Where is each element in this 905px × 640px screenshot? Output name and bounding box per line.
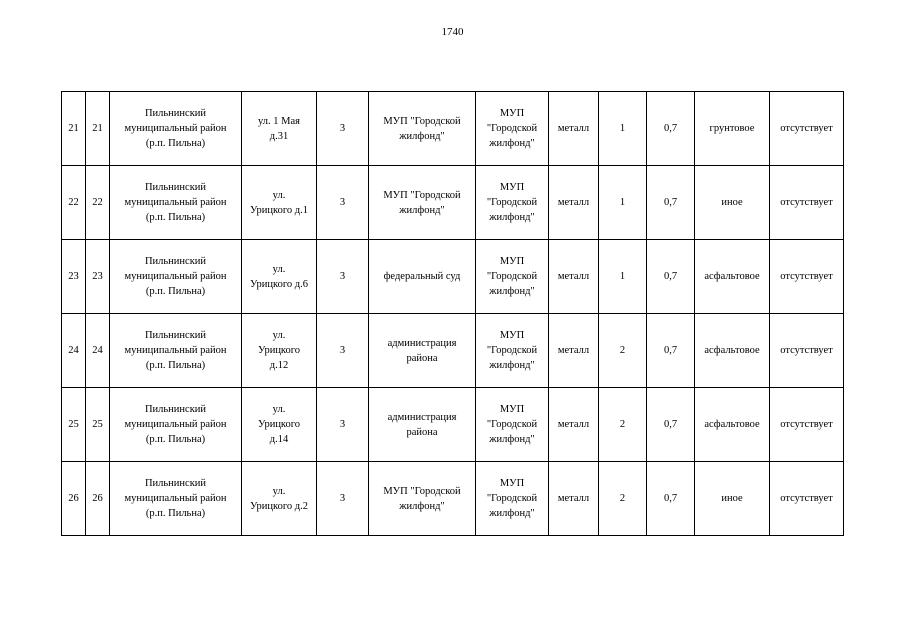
row-number-cell (86, 462, 110, 536)
table-row (62, 92, 844, 166)
row-number-cell (86, 92, 110, 166)
row-number-cell (86, 166, 110, 240)
row-number-cell (86, 240, 110, 314)
fence-cell (770, 92, 844, 166)
quantity-cell-text: 3 (339, 345, 346, 356)
quantity-cell-text: 3 (339, 123, 346, 134)
owner-cell-text: МУП "Городской жилфонд" (383, 189, 461, 216)
volume-cell (647, 314, 695, 388)
fence-cell-text: отсутствует (780, 345, 833, 356)
material-cell (549, 92, 599, 166)
district-cell (110, 240, 242, 314)
containers-cell-text: 2 (619, 493, 626, 504)
district-cell (110, 92, 242, 166)
containers-cell-text: 2 (619, 419, 626, 430)
material-cell-text: металл (557, 419, 590, 430)
fence-cell (770, 166, 844, 240)
surface-cell-text: асфальтовое (704, 271, 760, 282)
operator-cell (476, 314, 549, 388)
row-index-cell (62, 388, 86, 462)
containers-cell-text: 1 (619, 197, 626, 208)
containers-cell (599, 92, 647, 166)
address-cell (242, 240, 317, 314)
volume-cell (647, 240, 695, 314)
district-cell (110, 166, 242, 240)
row-index-cell-text: 21 (68, 123, 79, 134)
operator-cell (476, 240, 549, 314)
material-cell (549, 166, 599, 240)
quantity-cell-text: 3 (339, 419, 346, 430)
material-cell (549, 240, 599, 314)
containers-cell-text: 2 (619, 345, 626, 356)
row-number-cell-text: 24 (92, 345, 103, 356)
operator-cell-text: МУП "Городской жилфонд" (486, 478, 538, 519)
volume-cell-text: 0,7 (663, 419, 678, 430)
surface-cell-text: грунтовое (709, 123, 755, 134)
address-cell (242, 388, 317, 462)
owner-cell (369, 240, 476, 314)
containers-cell (599, 314, 647, 388)
surface-cell (695, 92, 770, 166)
operator-cell-text: МУП "Городской жилфонд" (486, 256, 538, 297)
district-cell-text: Пильнинский муниципальный район (р.п. Пильна) (124, 330, 227, 371)
volume-cell (647, 388, 695, 462)
row-number-cell-text: 23 (92, 271, 103, 282)
quantity-cell (317, 92, 369, 166)
surface-cell (695, 314, 770, 388)
row-index-cell (62, 240, 86, 314)
quantity-cell-text: 3 (339, 493, 346, 504)
owner-cell-text: МУП "Городской жилфонд" (383, 115, 461, 142)
district-cell-text: Пильнинский муниципальный район (р.п. Пильна) (124, 182, 227, 223)
owner-cell (369, 166, 476, 240)
material-cell (549, 314, 599, 388)
surface-cell-text: асфальтовое (704, 419, 760, 430)
owner-cell (369, 314, 476, 388)
fence-cell (770, 462, 844, 536)
quantity-cell (317, 388, 369, 462)
quantity-cell (317, 240, 369, 314)
table-row (62, 240, 844, 314)
surface-cell (695, 462, 770, 536)
owner-cell-text: администрация района (387, 411, 457, 438)
row-number-cell (86, 388, 110, 462)
district-cell-text: Пильнинский муниципальный район (р.п. Пильна) (124, 256, 227, 297)
address-cell-text: ул. 1 Мая д.31 (258, 115, 300, 142)
surface-cell (695, 166, 770, 240)
address-cell (242, 314, 317, 388)
operator-cell (476, 92, 549, 166)
fence-cell (770, 388, 844, 462)
operator-cell-text: МУП "Городской жилфонд" (486, 330, 538, 371)
volume-cell-text: 0,7 (663, 493, 678, 504)
quantity-cell-text: 3 (339, 271, 346, 282)
operator-cell-text: МУП "Городской жилфонд" (486, 404, 538, 445)
owner-cell-text: федеральный суд (383, 271, 461, 282)
containers-cell (599, 462, 647, 536)
material-cell (549, 388, 599, 462)
table-row (62, 314, 844, 388)
row-number-cell-text: 26 (92, 493, 103, 504)
fence-cell (770, 240, 844, 314)
address-cell-text: ул. Урицкого д.6 (250, 263, 308, 290)
address-cell-text: ул. Урицкого д.2 (250, 485, 308, 512)
volume-cell-text: 0,7 (663, 345, 678, 356)
row-number-cell-text: 25 (92, 419, 103, 430)
row-index-cell-text: 23 (68, 271, 79, 282)
containers-cell (599, 166, 647, 240)
fence-cell-text: отсутствует (780, 123, 833, 134)
owner-cell (369, 92, 476, 166)
table-row (62, 388, 844, 462)
material-cell-text: металл (557, 345, 590, 356)
owner-cell (369, 388, 476, 462)
containers-cell-text: 1 (619, 123, 626, 134)
owner-cell-text: администрация района (387, 337, 457, 364)
surface-cell-text: иное (721, 493, 743, 504)
fence-cell (770, 314, 844, 388)
fence-cell-text: отсутствует (780, 493, 833, 504)
row-index-cell (62, 166, 86, 240)
quantity-cell (317, 462, 369, 536)
volume-cell (647, 166, 695, 240)
material-cell (549, 462, 599, 536)
volume-cell (647, 462, 695, 536)
owner-cell (369, 462, 476, 536)
surface-cell (695, 240, 770, 314)
address-cell-text: ул. Урицкого д.1 (250, 189, 308, 216)
data-table (61, 91, 844, 536)
district-cell-text: Пильнинский муниципальный район (р.п. Пильна) (124, 404, 227, 445)
operator-cell (476, 388, 549, 462)
address-cell-text: ул. Урицкого д.12 (257, 330, 301, 371)
row-number-cell-text: 22 (92, 197, 103, 208)
operator-cell (476, 166, 549, 240)
volume-cell-text: 0,7 (663, 271, 678, 282)
containers-cell (599, 388, 647, 462)
table-row (62, 166, 844, 240)
volume-cell-text: 0,7 (663, 123, 678, 134)
quantity-cell (317, 166, 369, 240)
row-index-cell-text: 24 (68, 345, 79, 356)
row-index-cell-text: 22 (68, 197, 79, 208)
fence-cell-text: отсутствует (780, 271, 833, 282)
district-cell (110, 388, 242, 462)
material-cell-text: металл (557, 271, 590, 282)
operator-cell-text: МУП "Городской жилфонд" (486, 108, 538, 149)
address-cell (242, 166, 317, 240)
row-number-cell-text: 21 (92, 123, 103, 134)
fence-cell-text: отсутствует (780, 197, 833, 208)
fence-cell-text: отсутствует (780, 419, 833, 430)
table-row (62, 462, 844, 536)
material-cell-text: металл (557, 197, 590, 208)
operator-cell (476, 462, 549, 536)
row-number-cell (86, 314, 110, 388)
owner-cell-text: МУП "Городской жилфонд" (383, 485, 461, 512)
surface-cell (695, 388, 770, 462)
address-cell-text: ул. Урицкого д.14 (257, 404, 301, 445)
surface-cell-text: иное (721, 197, 743, 208)
district-cell (110, 462, 242, 536)
volume-cell-text: 0,7 (663, 197, 678, 208)
row-index-cell (62, 92, 86, 166)
operator-cell-text: МУП "Городской жилфонд" (486, 182, 538, 223)
address-cell (242, 92, 317, 166)
address-cell (242, 462, 317, 536)
row-index-cell-text: 25 (68, 419, 79, 430)
containers-cell (599, 240, 647, 314)
volume-cell (647, 92, 695, 166)
containers-cell-text: 1 (619, 271, 626, 282)
surface-cell-text: асфальтовое (704, 345, 760, 356)
row-index-cell-text: 26 (68, 493, 79, 504)
page-number: 1740 (441, 26, 464, 38)
district-cell (110, 314, 242, 388)
quantity-cell (317, 314, 369, 388)
district-cell-text: Пильнинский муниципальный район (р.п. Пильна) (124, 478, 227, 519)
row-index-cell (62, 314, 86, 388)
quantity-cell-text: 3 (339, 197, 346, 208)
district-cell-text: Пильнинский муниципальный район (р.п. Пильна) (124, 108, 227, 149)
material-cell-text: металл (557, 493, 590, 504)
material-cell-text: металл (557, 123, 590, 134)
row-index-cell (62, 462, 86, 536)
